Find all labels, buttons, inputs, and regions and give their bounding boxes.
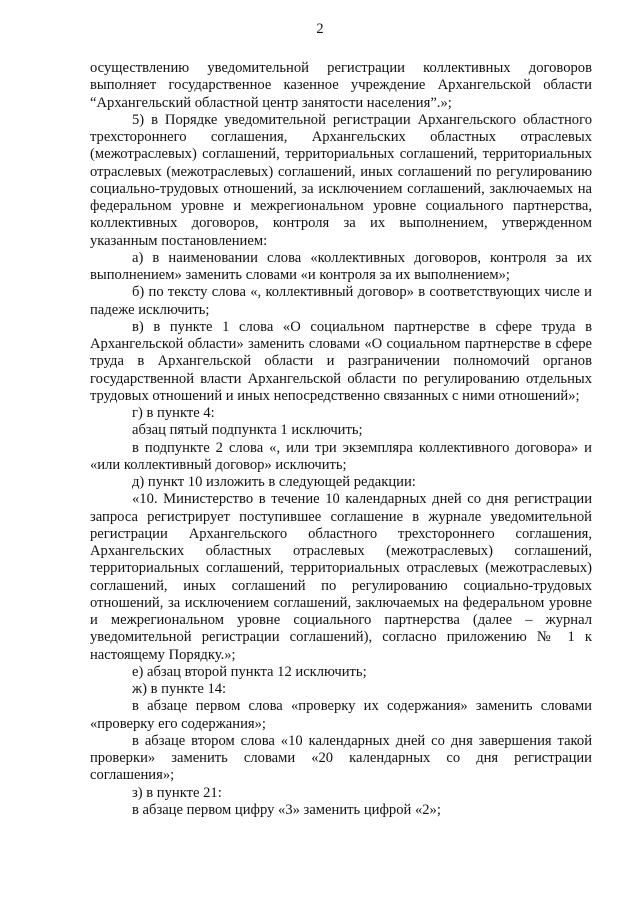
paragraph-subitem-g: г) в пункте 4: <box>132 405 215 421</box>
paragraph-subitem-a: а) в наименовании слова «коллективных договоров, контроля за их выполнением» заменить словами «и контроля за их выполнением»; <box>90 249 592 283</box>
paragraph-zh-clause-1: в абзаце первом слова «проверку их содержания» заменить словами «проверку его содержания»; <box>90 698 592 732</box>
paragraph-subitem-v: в) в пункте 1 слова «О социальном партнерстве в сфере труда в Архангельской области» заменить словами «О социальном партнерстве в сфере труда в Архангельской области и разграничении полномочий органов государственной власти Архангельской области по регулированию отдельных трудовых отношений и иных непосредственно связанных с ними отношений»; <box>90 318 592 404</box>
paragraph-item-5: 5) в Порядке уведомительной регистрации Архангельского областного трехстороннего соглашения, Архангельских областных отраслевых (межотраслевых) соглашений, территориальных соглашений, территориальных отраслевых (межотраслевых) соглашений, иных соглашений по регулированию социально-трудовых отношений, за исключением соглашений, заключаемых на федеральном уровне и межрегиональном уровне социального партнерства, коллективных договоров, контроля за их выполнением, утвержденном указанным постановлением: <box>90 111 592 249</box>
paragraph-new-point-10: «10. Министерство в течение 10 календарных дней со дня регистрации запроса регистрирует поступившее соглашение в журнале уведомительной регистрации Архангельского областного трехстороннего соглашения, Архангельских областных отраслевых (межотраслевых) соглашений, территориальных соглашений, территориальных отраслевых (межотраслевых) соглашений, иных соглашений по регулированию социально-трудовых отношений, за исключением соглашений, заключаемых на федеральном уровне и межрегиональном уровне социального партнерства (далее – журнал уведомительной регистрации соглашений), согласно приложению № 1 к настоящему Порядку.»; <box>90 491 592 663</box>
paragraph-subitem-d: д) пункт 10 изложить в следующей редакции: <box>132 474 416 490</box>
paragraph-subitem-e: е) абзац второй пункта 12 исключить; <box>132 663 367 680</box>
document-body <box>90 60 592 819</box>
paragraph-subitem-zh: ж) в пункте 14: <box>132 681 227 697</box>
paragraph-g-clause-1: абзац пятый подпункта 1 исключить; <box>132 422 363 439</box>
paragraph-subitem-b: б) по тексту слова «, коллективный договор» в соответствующих числе и падеже исключить; <box>90 284 592 318</box>
paragraph-zh-clause-2: в абзаце втором слова «10 календарных дней со дня завершения такой проверки» заменить словами «20 календарных со дня регистрации соглашения»; <box>90 732 592 784</box>
paragraph-subitem-z: з) в пункте 21: <box>132 784 222 801</box>
paragraph-z-clause-1: в абзаце первом цифру «3» заменить цифрой «2»; <box>132 801 441 818</box>
page-number: 2 <box>316 21 324 37</box>
paragraph-continuation: осуществлению уведомительной регистрации коллективных договоров выполняет государственное казенное учреждение Архангельской области “Архангельский областной центр занятости населения”.»; <box>90 60 592 111</box>
paragraph-g-clause-2: в подпункте 2 слова «, или три экземпляра коллективного договора» и «или коллективный договор» исключить; <box>90 439 592 473</box>
